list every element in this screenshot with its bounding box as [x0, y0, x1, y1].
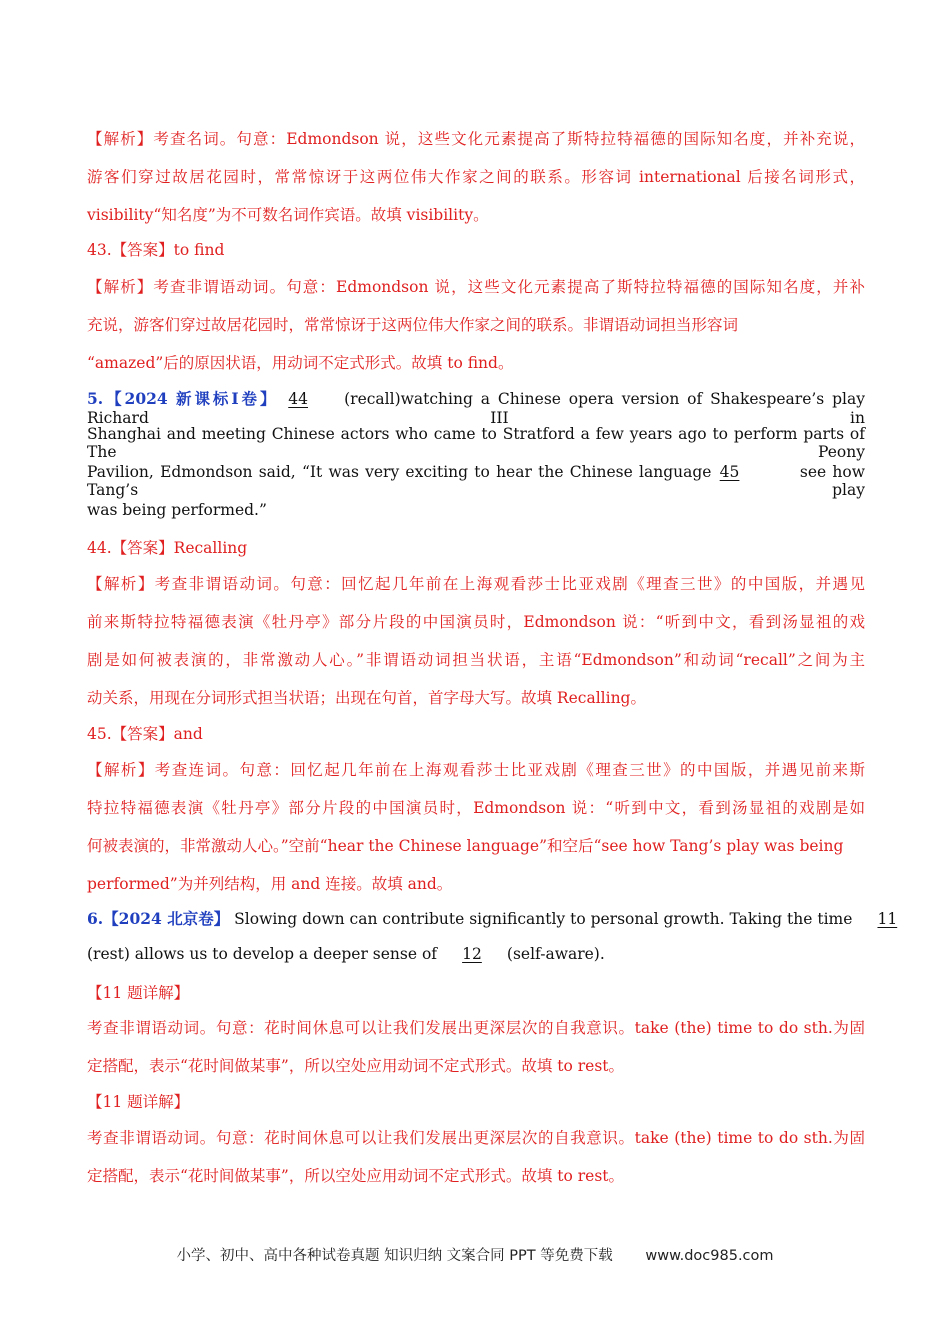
- analysis-45-line-1: 【解析】考查连词。句意：回忆起几年前在上海观看莎士比亚戏剧《理查三世》的中国版，并遇见前来斯: [87, 761, 865, 779]
- question-5-line-1: [87, 387, 865, 427]
- question-6-line-2-a: (rest) allows us to develop a deeper sense of: [87, 945, 438, 963]
- analysis-45-line-2: 特拉特福德表演《牡丹亭》部分片段的中国演员时，Edmondson 说：“听到中文，看到汤显祖的戏剧是如: [87, 799, 865, 817]
- detail-11-a-line-2: 定搭配，表示“花时间做某事”，所以空处应用动词不定式形式。故填 to rest。: [87, 1057, 625, 1075]
- question-6-line-2-b: (self-aware).: [506, 945, 605, 963]
- analysis-45-line-3: 何被表演的，非常激动人心。”空前“hear the Chinese language”和空后“see how Tang’s play was being: [87, 837, 844, 855]
- detail-11-b-line-2: 定搭配，表示“花时间做某事”，所以空处应用动词不定式形式。故填 to rest。: [87, 1167, 625, 1185]
- analysis-42-line-1: 【解析】考查名词。句意：Edmondson 说，这些文化元素提高了斯特拉特福德的国际知名度，并补充说，: [87, 130, 865, 148]
- analysis-44-line-2: 前来斯特拉特福德表演《牡丹亭》部分片段的中国演员时，Edmondson 说：“听到中文，看到汤显祖的戏: [87, 613, 865, 631]
- analysis-44-line-3: 剧是如何被表演的，非常激动人心。”非谓语动词担当状语，主语“Edmondson”和动词“recall”之间为主: [87, 651, 865, 669]
- blank-44: 44: [288, 390, 308, 408]
- detail-11-heading-a: 【11 题详解】: [87, 984, 190, 1002]
- question-6-line-2: [87, 945, 605, 963]
- question-5-line-3: [87, 463, 865, 499]
- question-5-line-2: Shanghai and meeting Chinese actors who came to Stratford a few years ago to perform parts of The Peony: [87, 425, 865, 461]
- question-5-line-1-text: (recall)watching a Chinese opera version of Shakespeare’s play Richard III in: [87, 390, 865, 427]
- question-6-source: 6.【2024 北京卷】: [87, 909, 230, 928]
- footer-url[interactable]: www.doc985.com: [645, 1248, 774, 1264]
- detail-11-heading-b: 【11 题详解】: [87, 1093, 190, 1111]
- footer-text: 小学、初中、高中各种试卷真题 知识归纳 文案合同 PPT 等免费下载: [176, 1248, 613, 1264]
- page-footer: [0, 1244, 950, 1265]
- analysis-43-line-1: 【解析】考查非谓语动词。句意：Edmondson 说，这些文化元素提高了斯特拉特福德的国际知名度，并补: [87, 278, 865, 296]
- answer-43: 43.【答案】to find: [87, 241, 225, 259]
- answer-45: 45.【答案】and: [87, 725, 203, 743]
- detail-11-b-line-1: 考查非谓语动词。句意：花时间休息可以让我们发展出更深层次的自我意识。take (the) time to do sth.为固: [87, 1129, 865, 1147]
- analysis-42-line-3: visibility“知名度”为不可数名词作宾语。故填 visibility。: [87, 206, 489, 224]
- analysis-44-line-1: 【解析】考查非谓语动词。句意：回忆起几年前在上海观看莎士比亚戏剧《理查三世》的中国版，并遇见: [87, 575, 865, 593]
- question-6-line-1: [87, 907, 917, 929]
- blank-12: 12: [462, 945, 482, 963]
- question-5-line-3-a: Pavilion, Edmondson said, “It was very exciting to hear the Chinese language: [87, 463, 712, 481]
- blank-11: 11: [877, 910, 898, 928]
- analysis-43-line-3: “amazed”后的原因状语，用动词不定式形式。故填 to find。: [87, 354, 514, 372]
- analysis-45-line-4: performed”为并列结构，用 and 连接。故填 and。: [87, 875, 453, 893]
- question-5-line-4: was being performed.”: [87, 501, 267, 519]
- analysis-42-line-2: 游客们穿过故居花园时，常常惊讶于这两位伟大作家之间的联系。形容词 international 后接名词形式，: [87, 168, 865, 186]
- answer-44: 44.【答案】Recalling: [87, 539, 248, 557]
- blank-45: 45: [719, 463, 740, 481]
- question-6-line-1-text: Slowing down can contribute significantly to personal growth. Taking the time: [234, 910, 853, 928]
- detail-11-a-line-1: 考查非谓语动词。句意：花时间休息可以让我们发展出更深层次的自我意识。take (the) time to do sth.为固: [87, 1019, 865, 1037]
- question-5-source: 5.【2024 新课标Ⅰ卷】: [87, 389, 279, 408]
- analysis-43-line-2: 充说，游客们穿过故居花园时，常常惊讶于这两位伟大作家之间的联系。非谓语动词担当形容词: [87, 316, 739, 334]
- question-5-line-3-b: see how Tang’s play: [87, 463, 866, 499]
- analysis-44-line-4: 动关系，用现在分词形式担当状语；出现在句首，首字母大写。故填 Recalling。: [87, 689, 646, 707]
